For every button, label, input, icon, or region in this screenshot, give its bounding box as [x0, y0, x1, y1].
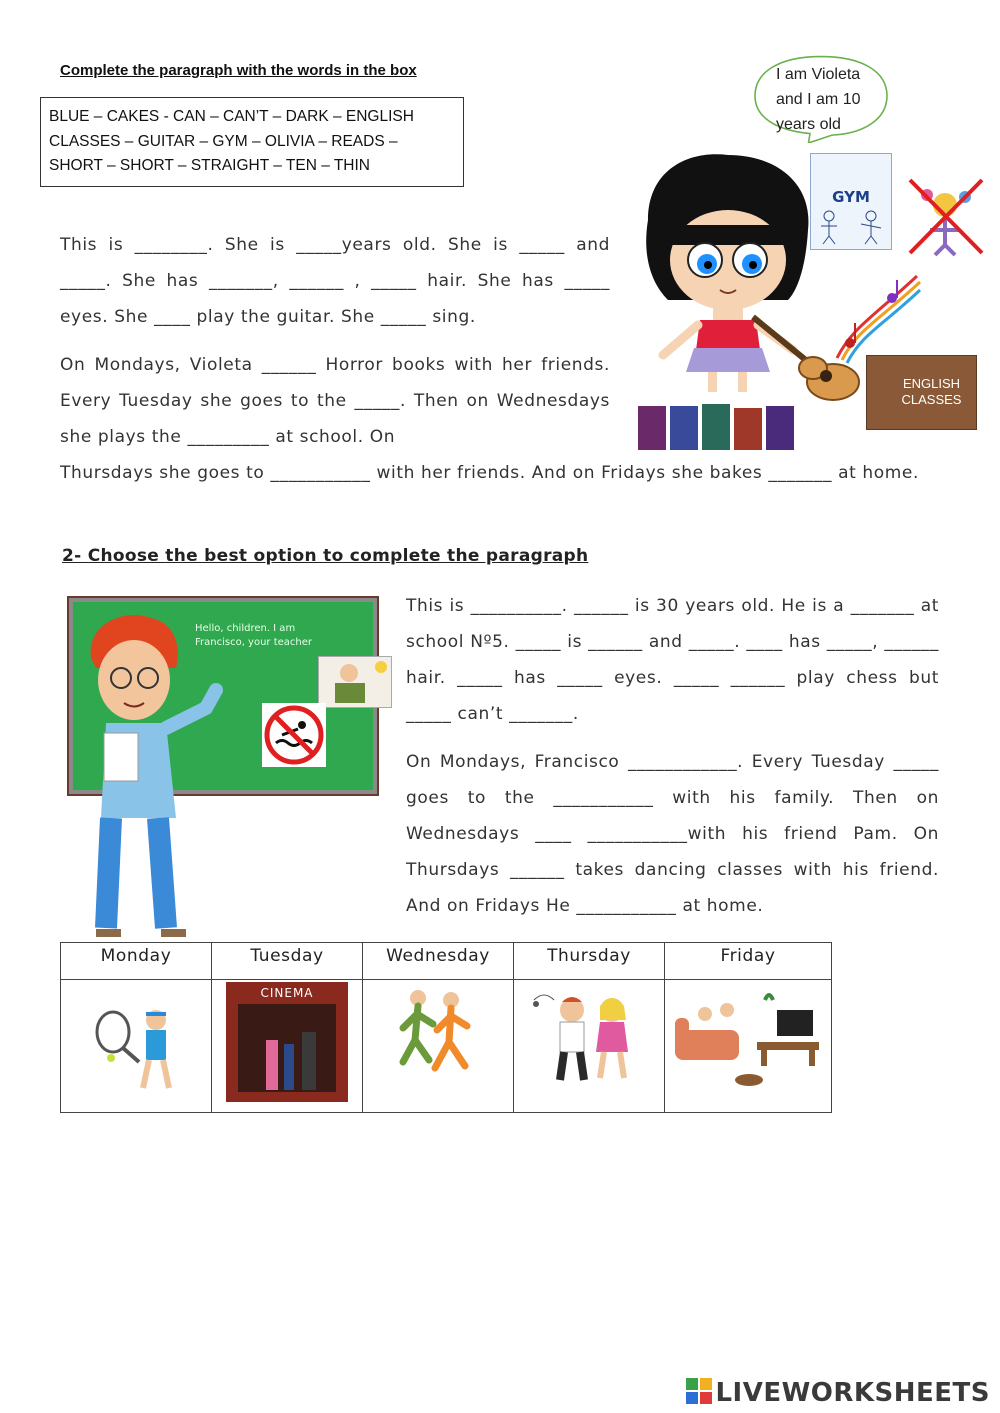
speech-bubble-text: I am Violeta and I am 10 years old [776, 66, 861, 133]
day-label: Monday [61, 943, 211, 980]
english-classes-text: ENGLISH CLASSES [901, 376, 962, 407]
violeta-paragraph-2b: Thursdays she goes to ___________ with her friends. And on Fridays she bakes _______ at home. [60, 463, 919, 483]
logo-text: LIVEWORKSHEETS [715, 1378, 990, 1408]
cinema-picture [212, 980, 362, 1112]
board-text: Hello, children. I am Francisco, your teacher [195, 623, 313, 648]
day-cell-wednesday [363, 943, 514, 1113]
francisco-paragraph-2: On Mondays, Francisco ____________. Every Tuesday _____ goes to the ___________ with his family. Then on Wednesdays ____ ___________with his friend Pam. On Thursdays ______ takes dancing classes with his friend. And on Fridays He ___________ at home. [406, 752, 939, 916]
violeta-paragraph-1: This is ________. She is _____years old. She is _____ and _____. She has _______, ______ , _____ hair. She has _____ eyes. She ____ play the guitar. She _____ sing. [60, 235, 610, 327]
tennis-player-icon [61, 980, 211, 1112]
dancing-picture [514, 980, 664, 1112]
chess-player-icon [319, 657, 391, 707]
tv-family-picture [665, 980, 831, 1112]
gym-sign-text: GYM [832, 188, 870, 206]
section1-title: Complete the paragraph with the words in the box [60, 62, 417, 79]
family-tv-icon [665, 980, 831, 1112]
day-label: Wednesday [363, 943, 513, 980]
day-label: Thursday [514, 943, 664, 980]
gym-picture [810, 153, 892, 250]
francisco-paragraph-1: This is __________. ______ is 30 years old. He is a _______ at school Nº5. _____ is ______ and _____. ____ has _____, ______ hair. _____ has _____ eyes. _____ ______ play chess but _____ can’t _______. [406, 596, 939, 724]
dancers-icon [514, 980, 664, 1112]
guitar-icon [748, 312, 866, 404]
gym-figures-icon [811, 206, 891, 246]
horror-books-picture [638, 404, 798, 452]
no-swimming-icon [262, 703, 326, 767]
chess-picture [318, 656, 392, 708]
violeta-paragraph-2a: On Mondays, Violeta ______ Horror books with her friends. Every Tuesday she goes to the _____. Then on Wednesdays she plays the _________ at school. On [60, 355, 610, 447]
cinema-sign: CINEMA [260, 986, 314, 1000]
day-cell-tuesday [212, 943, 363, 1113]
english-classes-picture [866, 355, 977, 430]
running-picture [363, 980, 513, 1112]
day-cell-monday [61, 943, 212, 1113]
liveworksheets-logo-icon [686, 1378, 712, 1404]
day-label: Tuesday [212, 943, 362, 980]
section2-title: 2- Choose the best option to complete the paragraph [62, 546, 589, 566]
no-singing-icon [905, 175, 987, 260]
word-box: BLUE – CAKES - CAN – CAN’T – DARK – ENGLISH CLASSES – GUITAR – GYM – OLIVIA – READS – SHORT – SHORT – STRAIGHT – TEN – THIN [40, 97, 464, 187]
liveworksheets-logo [686, 1378, 990, 1408]
tennis-picture [61, 980, 211, 1112]
day-label: Friday [665, 943, 831, 980]
day-cell-friday [665, 943, 832, 1113]
teacher-illustration [66, 608, 241, 940]
days-table [60, 942, 832, 1113]
day-cell-thursday [514, 943, 665, 1113]
runners-icon [363, 980, 513, 1112]
